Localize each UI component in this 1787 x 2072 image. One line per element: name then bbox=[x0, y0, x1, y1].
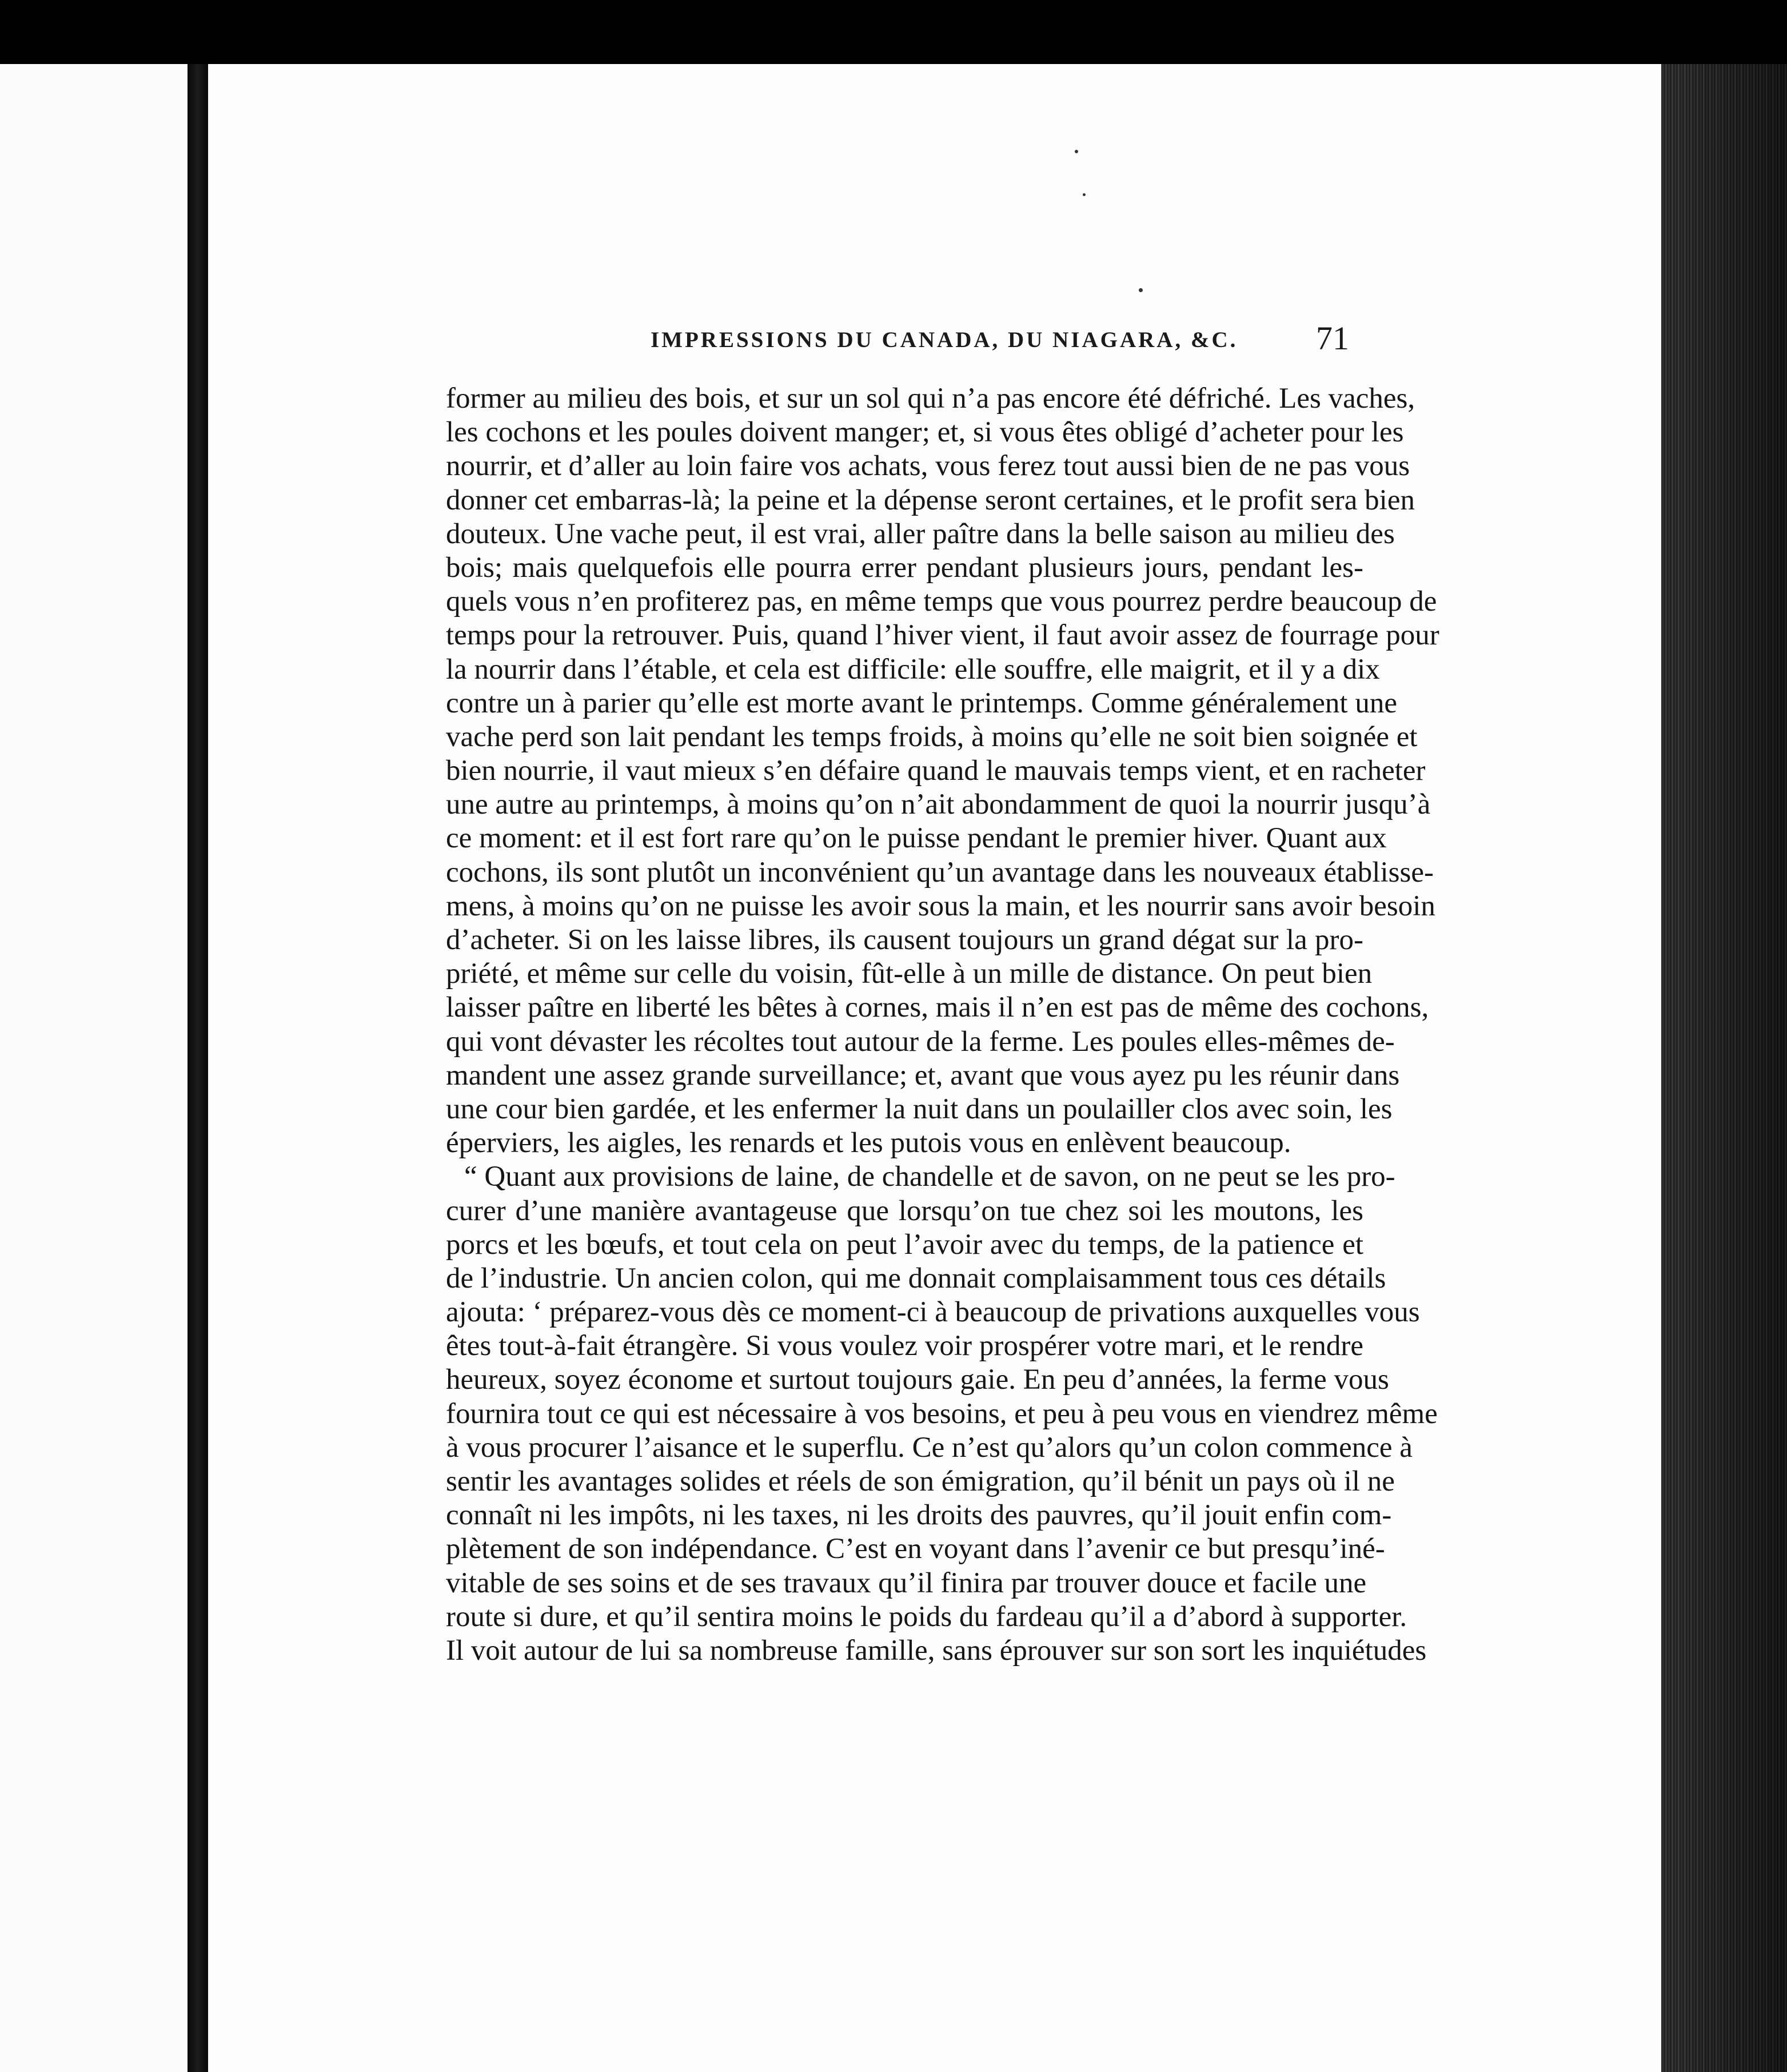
text-line: route si dure, et qu’il sentira moins le poids du fardeau qu’il a d’abord à supporter. bbox=[446, 1600, 1407, 1633]
text-line: qui vont dévaster les récoltes tout autour de la ferme. Les poules elles-mêmes de- bbox=[446, 1025, 1395, 1058]
text-line: mandent une assez grande surveillance; et, avant que vous ayez pu les réunir dans bbox=[446, 1059, 1400, 1091]
text-line: connaît ni les impôts, ni les taxes, ni les droits des pauvres, qu’il jouit enfin com- bbox=[446, 1499, 1392, 1532]
text-line: former au milieu des bois, et sur un sol qui n’a pas encore été défriché. Les vaches, bbox=[446, 382, 1415, 415]
text-line: donner cet embarras-là; la peine et la dépense seront certaines, et le profit sera bien bbox=[446, 484, 1415, 516]
text-line: contre un à parier qu’elle est morte avant le printemps. Comme généralement une bbox=[446, 687, 1397, 719]
book-gutter bbox=[188, 64, 208, 2072]
page-number: 71 bbox=[1316, 320, 1349, 357]
text-line: curer d’une manière avantageuse que lorsqu’on tue chez soi les moutons, les bbox=[446, 1194, 1363, 1227]
text-line: êtes tout-à-fait étrangère. Si vous voulez voir prospérer votre mari, et le rendre bbox=[446, 1330, 1363, 1362]
text-line: vitable de ses soins et de ses travaux qu’il finira par trouver douce et facile une bbox=[446, 1567, 1367, 1599]
text-line: la nourrir dans l’étable, et cela est difficile: elle souffre, elle maigrit, et il y a dix bbox=[446, 653, 1380, 686]
text-line: temps pour la retrouver. Puis, quand l’hiver vient, il faut avoir assez de fourrage pour bbox=[446, 619, 1439, 652]
text-line: de l’industrie. Un ancien colon, qui me donnait complaisamment tous ces détails bbox=[446, 1262, 1386, 1294]
text-line: à vous procurer l’aisance et le superflu. Ce n’est qu’alors qu’un colon commence à bbox=[446, 1431, 1413, 1464]
running-head bbox=[651, 319, 1359, 365]
text-line: quels vous n’en profiterez pas, en même temps que vous pourrez perdre beaucoup de bbox=[446, 585, 1437, 618]
ink-speck bbox=[1075, 150, 1078, 153]
text-line: une cour bien gardée, et les enfermer la nuit dans un poulailler clos avec soin, les bbox=[446, 1093, 1393, 1125]
text-line: une autre au printemps, à moins qu’on n’ait abondamment de quoi la nourrir jusqu’à bbox=[446, 788, 1431, 821]
text-line: priété, et même sur celle du voisin, fût-elle à un mille de distance. On peut bien bbox=[446, 958, 1373, 990]
text-line: bois; mais quelquefois elle pourra errer pendant plusieurs jours, pendant les- bbox=[446, 551, 1363, 584]
ink-speck bbox=[1139, 288, 1143, 292]
text-line: nourrir, et d’aller au loin faire vos achats, vous ferez tout aussi bien de ne pas vous bbox=[446, 450, 1410, 483]
text-line: les cochons et les poules doivent manger; et, si vous êtes obligé d’acheter pour les bbox=[446, 416, 1404, 449]
text-line: ce moment: et il est fort rare qu’on le puisse pendant le premier hiver. Quant aux bbox=[446, 822, 1387, 855]
text-line: laisser paître en liberté les bêtes à cornes, mais il n’en est pas de même des cochons, bbox=[446, 991, 1429, 1024]
text-line: heureux, soyez économe et surtout toujours gaie. En peu d’années, la ferme vous bbox=[446, 1364, 1389, 1396]
text-line: plètement de son indépendance. C’est en voyant dans l’avenir ce but presqu’iné- bbox=[446, 1533, 1385, 1565]
text-line: mens, à moins qu’on ne puisse les avoir sous la main, et les nourrir sans avoir besoin bbox=[446, 890, 1435, 922]
text-line: cochons, ils sont plutôt un inconvénient qu’un avantage dans les nouveaux établisse- bbox=[446, 856, 1434, 888]
text-line: douteux. Une vache peut, il est vrai, aller paître dans la belle saison au milieu des bbox=[446, 517, 1395, 550]
paragraph-last-line: éperviers, les aigles, les renards et les putois vous en enlèvent beaucoup. bbox=[446, 1127, 1291, 1159]
text-line: d’acheter. Si on les laisse libres, ils causent toujours un grand dégat sur la pro- bbox=[446, 924, 1363, 956]
text-line: fournira tout ce qui est nécessaire à vos besoins, et peu à peu vous en viendrez même bbox=[446, 1397, 1438, 1430]
paragraph-first-line: “ Quant aux provisions de laine, de chandelle et de savon, on ne peut se les pro- bbox=[464, 1161, 1395, 1193]
text-line: sentir les avantages solides et réels de son émigration, qu’il bénit un pays où il ne bbox=[446, 1465, 1395, 1497]
facing-page-edge bbox=[0, 64, 188, 2072]
ink-speck bbox=[1083, 193, 1086, 196]
text-line: vache perd son lait pendant les temps froids, à moins qu’elle ne soit bien soignée et bbox=[446, 720, 1418, 753]
text-line: bien nourrie, il vaut mieux s’en défaire quand le mauvais temps vient, et en racheter bbox=[446, 755, 1426, 787]
text-line: porcs et les bœufs, et tout cela on peut l’avoir avec du temps, de la patience et bbox=[446, 1228, 1363, 1261]
text-line: ajouta: ‘ préparez-vous dès ce moment-ci à beaucoup de privations auxquelles vous bbox=[446, 1296, 1420, 1329]
text-line: Il voit autour de lui sa nombreuse famille, sans éprouver sur son sort les inquiétudes bbox=[446, 1634, 1427, 1667]
body-text bbox=[446, 382, 1439, 1680]
running-head-title: IMPRESSIONS DU CANADA, DU NIAGARA, &C. bbox=[651, 328, 1238, 352]
page-block-shadow bbox=[1661, 64, 1787, 2072]
